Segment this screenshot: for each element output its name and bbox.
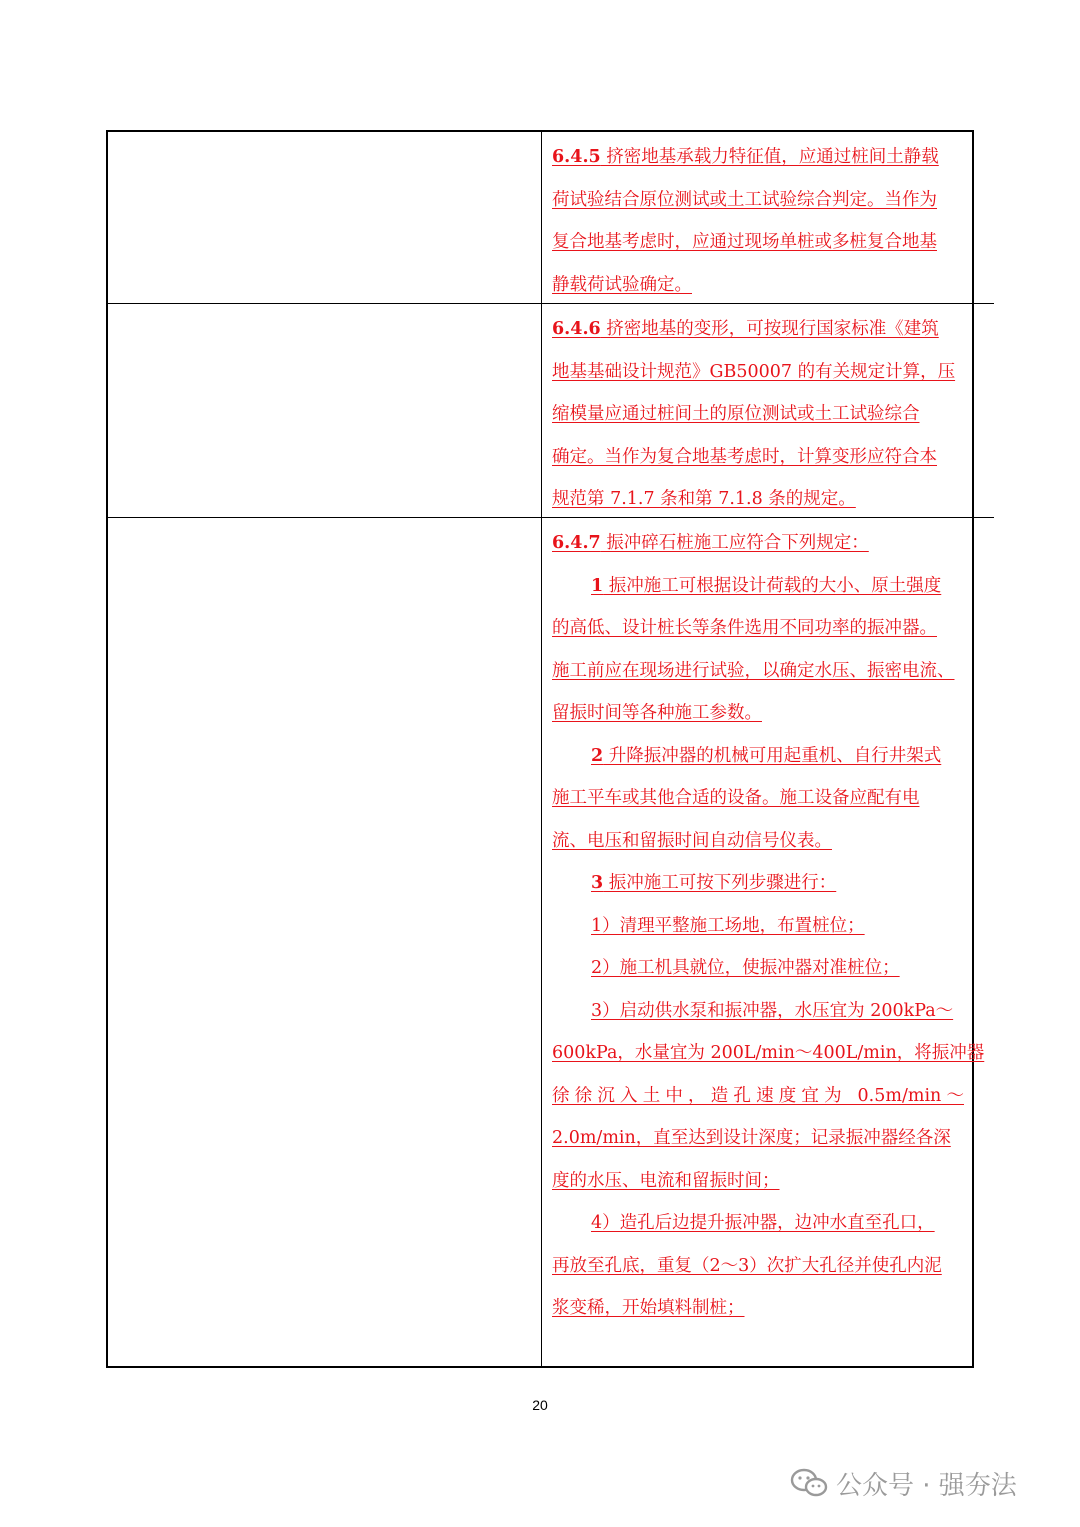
clause-line — [552, 573, 984, 616]
clause-line — [552, 444, 984, 487]
clause-text: 1）清理平整施工场地，布置桩位； — [591, 915, 865, 936]
clause-line — [552, 530, 984, 573]
right-cell-645 — [542, 132, 994, 304]
clause-line — [552, 1210, 984, 1253]
clause-text: 浆变稀，开始填料制桩； — [552, 1298, 745, 1318]
clause-line — [552, 1253, 984, 1296]
clause-line — [552, 615, 984, 658]
clause-text: 复合地基考虑时，应通过现场单桩或多桩复合地基 — [552, 232, 937, 252]
clause-text: 施工前应在现场进行试验，以确定水压、振密电流、 — [552, 660, 955, 681]
clause-line — [552, 401, 984, 444]
comparison-table — [106, 130, 985, 1368]
clause-line — [552, 1083, 984, 1126]
clause-text: 确定。当作为复合地基考虑时，计算变形应符合本 — [552, 446, 937, 467]
left-cell-2 — [108, 304, 542, 518]
clause-text: 2.0m/min，直至达到设计深度；记录振冲器经各深 — [552, 1128, 951, 1148]
clause-text: 规范第 7.1.7 条和第 7.1.8 条的规定。 — [552, 489, 856, 509]
clause-line — [552, 955, 984, 998]
clause-text: 2）施工机具就位，使振冲器对准桩位； — [591, 958, 900, 978]
clause-line — [552, 1125, 984, 1168]
clause-line — [552, 998, 984, 1041]
clause-text: 挤密地基承载力特征值，应通过桩间土静载 — [600, 147, 939, 167]
left-cell-1 — [108, 132, 542, 304]
clause-text: 静载荷试验确定。 — [552, 274, 692, 295]
clause-line — [552, 1295, 984, 1338]
left-cell-3 — [108, 518, 542, 1366]
clause-line — [552, 870, 984, 913]
clause-text: 振冲施工可根据设计荷载的大小、原土强度 — [603, 575, 942, 596]
clause-number: 6.4.6 — [552, 319, 601, 339]
clause-number: 2 — [591, 745, 604, 766]
clause-line — [552, 913, 984, 956]
clause-line — [552, 1040, 984, 1083]
clause-text: 振冲施工可按下列步骤进行： — [603, 873, 837, 893]
wechat-icon — [790, 1468, 828, 1498]
clause-number: 6.4.5 — [552, 147, 601, 167]
right-cell-647 — [542, 518, 994, 1366]
watermark — [790, 1466, 1017, 1500]
clause-text: 的高低、设计桩长等条件选用不同功率的振冲器。 — [552, 618, 937, 638]
clause-line — [552, 316, 984, 359]
clause-text: 徐徐沉入土中，造孔速度宜为 0.5m/min～ — [552, 1085, 964, 1106]
clause-line — [552, 828, 984, 871]
clause-line — [552, 743, 984, 786]
clause-text: 3）启动供水泵和振冲器，水压宜为 200kPa～ — [591, 1000, 954, 1021]
clause-text: 600kPa，水量宜为 200L/min～400L/min，将振冲器 — [552, 1043, 985, 1063]
clause-line — [552, 785, 984, 828]
clause-line — [552, 144, 984, 187]
page-number: 20 — [532, 1397, 548, 1413]
clause-text: 振冲碎石桩施工应符合下列规定： — [600, 533, 869, 553]
clause-text: 再放至孔底，重复（2～3）次扩大孔径并使孔内泥 — [552, 1255, 942, 1276]
clause-line — [552, 359, 984, 402]
clause-text: 施工平车或其他合适的设备。施工设备应配有电 — [552, 788, 920, 808]
clause-line — [552, 229, 984, 272]
clause-text: 挤密地基的变形，可按现行国家标准《建筑 — [600, 319, 939, 339]
clause-text: 地基基础设计规范》GB50007 的有关规定计算，压 — [552, 361, 956, 382]
clause-line — [552, 658, 984, 701]
clause-text: 流、电压和留振时间自动信号仪表。 — [552, 830, 832, 851]
clause-text: 4）造孔后边提升振冲器，边冲水直至孔口， — [591, 1213, 935, 1233]
clause-line — [552, 1168, 984, 1211]
clause-text: 荷试验结合原位测试或土工试验综合判定。当作为 — [552, 189, 937, 210]
clause-text: 留振时间等各种施工参数。 — [552, 703, 762, 723]
clause-text: 升降振冲器的机械可用起重机、自行井架式 — [603, 745, 942, 766]
clause-number: 3 — [591, 873, 604, 893]
watermark-text: 公众号 · 强夯法 — [836, 1470, 1017, 1501]
clause-text: 度的水压、电流和留振时间； — [552, 1170, 780, 1191]
clause-line — [552, 187, 984, 230]
clause-line — [552, 700, 984, 743]
clause-number: 1 — [591, 575, 604, 596]
right-cell-646 — [542, 304, 994, 518]
clause-number: 6.4.7 — [552, 533, 601, 553]
clause-text: 缩模量应通过桩间土的原位测试或土工试验综合 — [552, 404, 920, 424]
